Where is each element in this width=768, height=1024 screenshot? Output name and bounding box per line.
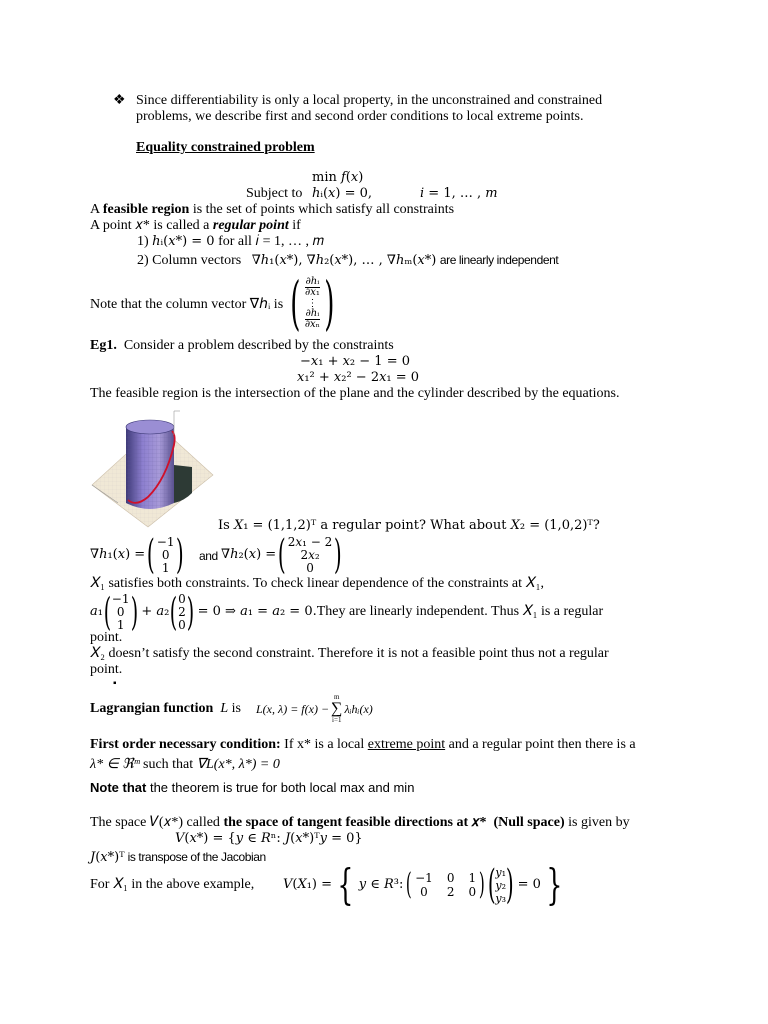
x1-satisfies-text: 𝑋₁ satisfies both constraints. To check linear dependence of the constraints at 𝑋₁, — [90, 576, 544, 591]
example-1-equation-1: −𝑥₁ + 𝑥₂ − 1 = 0 — [300, 354, 410, 369]
first-order-condition-line-2: λ* ∈ ℜᵐ such that ∇L(x*, λ*) = 0 — [90, 757, 280, 772]
example-1-equation-2: 𝑥₁² + 𝑥₂² − 2𝑥₁ = 0 — [297, 370, 420, 385]
lagrangian-heading: Lagrangian function L is — [90, 701, 241, 716]
and-label: and — [199, 549, 218, 563]
x2-statement-line-1: 𝑋₂ doesn’t satisfy the second constraint. Therefore it is not a feasible point thus not a regular — [90, 646, 609, 661]
subject-to-label: Subject to — [246, 186, 303, 201]
example-x1-label: For 𝑋₁ in the above example, — [90, 877, 255, 892]
small-bullet-icon: ▪ — [113, 678, 117, 689]
h2-component: 2𝑥₁ − 2 — [287, 534, 333, 549]
linear-dependence-check: 𝑎₁ ( −1 0 1 ) + 𝑎₂ ( 0 2 0 ) = 0 ⇒ 𝑎₁ = 𝑎₂ = 0. They are linearly independent. Thus 𝑋₁ is a regular — [90, 590, 604, 634]
tangent-space-formula: 𝑉(𝑥*) = {𝑦 ∈ 𝑅ⁿ: 𝐽(𝑥*)ᵀ𝑦 = 0} — [175, 831, 363, 846]
regular-point-definition: A point 𝑥* is called a regular point if — [90, 218, 301, 233]
jacobian-transpose-note: 𝐽(𝑥*)ᵀ is transpose of the Jacobian — [90, 850, 266, 865]
section-heading: Equality constrained problem — [136, 140, 315, 155]
constraint-expression: ℎᵢ(𝑥) = 0, — [312, 186, 373, 201]
lagrangian-formula: L(x, λ) = f(x) − m ∑ i=1 λᵢhᵢ(x) — [256, 693, 373, 724]
cylinder-plane-figure — [88, 405, 218, 530]
first-order-condition-line-1: First order necessary condition: If x* is a local extreme point and a regular point then there is a — [90, 737, 636, 752]
example-1-intro: Eg1. Consider a problem described by the constraints — [90, 338, 394, 353]
regular-condition-1: 1) ℎᵢ(𝑥*) = 0 for all 𝑖 = 1, … , 𝑚 — [137, 234, 324, 249]
example-1-intersection: The feasible region is the intersection of the plane and the cylinder described by the equations. — [90, 386, 620, 401]
tangent-space-definition: The space 𝑉(𝑥*) called the space of tangent feasible directions at 𝑥* (Null space) is given by — [90, 815, 630, 830]
h1-component: 1 — [161, 560, 170, 575]
theorem-note: Note that the theorem is true for both local max and min — [90, 780, 415, 795]
cylinder-shadow — [174, 465, 192, 503]
intro-line-1: Since differentiability is only a local property, in the unconstrained and constrained — [136, 93, 603, 108]
h2-component: 0 — [306, 560, 314, 575]
gradient-h1: ∇ℎ₁(𝑥) = ( −1 0 1 ) — [90, 532, 185, 578]
objective-min: min 𝑓(𝑥) — [312, 170, 364, 185]
regular-point-question: Is 𝑋₁ = (1,1,2)ᵀ a regular point? What about 𝑋₂ = (1,0,2)ᵀ? — [218, 518, 600, 533]
h1-component: 0 — [161, 547, 170, 562]
x2-statement-line-2: point. — [90, 662, 123, 677]
h1-component: −1 — [156, 534, 175, 549]
point-word: point. — [90, 630, 123, 645]
bullet-icon: ❖ — [113, 93, 126, 108]
constraint-index: 𝑖 = 1, … , 𝑚 — [420, 186, 498, 201]
h2-component: 2𝑥₂ — [300, 547, 320, 562]
regular-condition-2: 2) Column vectors ∇ℎ₁(𝑥*), ∇ℎ₂(𝑥*), … , ∇ℎₘ(𝑥*) are linearly independent — [137, 253, 559, 268]
gradient-h2: ∇ℎ₂(𝑥) = ( 2𝑥₁ − 2 2𝑥₂ 0 ) — [221, 532, 343, 578]
example-x1-null-space: 𝑉(𝑋₁) = { 𝑦 ∈ 𝑅³: ( −1 0 1 0 2 0 ) ( 𝑦₁ 𝑦₂ 𝑦₃ ) = 0 } — [283, 860, 563, 909]
cylinder-top — [126, 420, 174, 434]
feasible-region-definition: A feasible region is the set of points which satisfy all constraints — [90, 202, 455, 217]
gradient-column-vector: ( $\frac{\text{∂ℎᵢ}}{\text{∂𝑥₁}}$ ⋮ $\frac{\text{∂ℎᵢ}}{\text{∂𝑥ₙ}}$ ) — [290, 269, 335, 337]
intro-line-2: problems, we describe first and second order conditions to local extreme points. — [136, 109, 584, 124]
gradient-column-note: Note that the column vector ∇ℎᵢ is — [90, 297, 284, 312]
